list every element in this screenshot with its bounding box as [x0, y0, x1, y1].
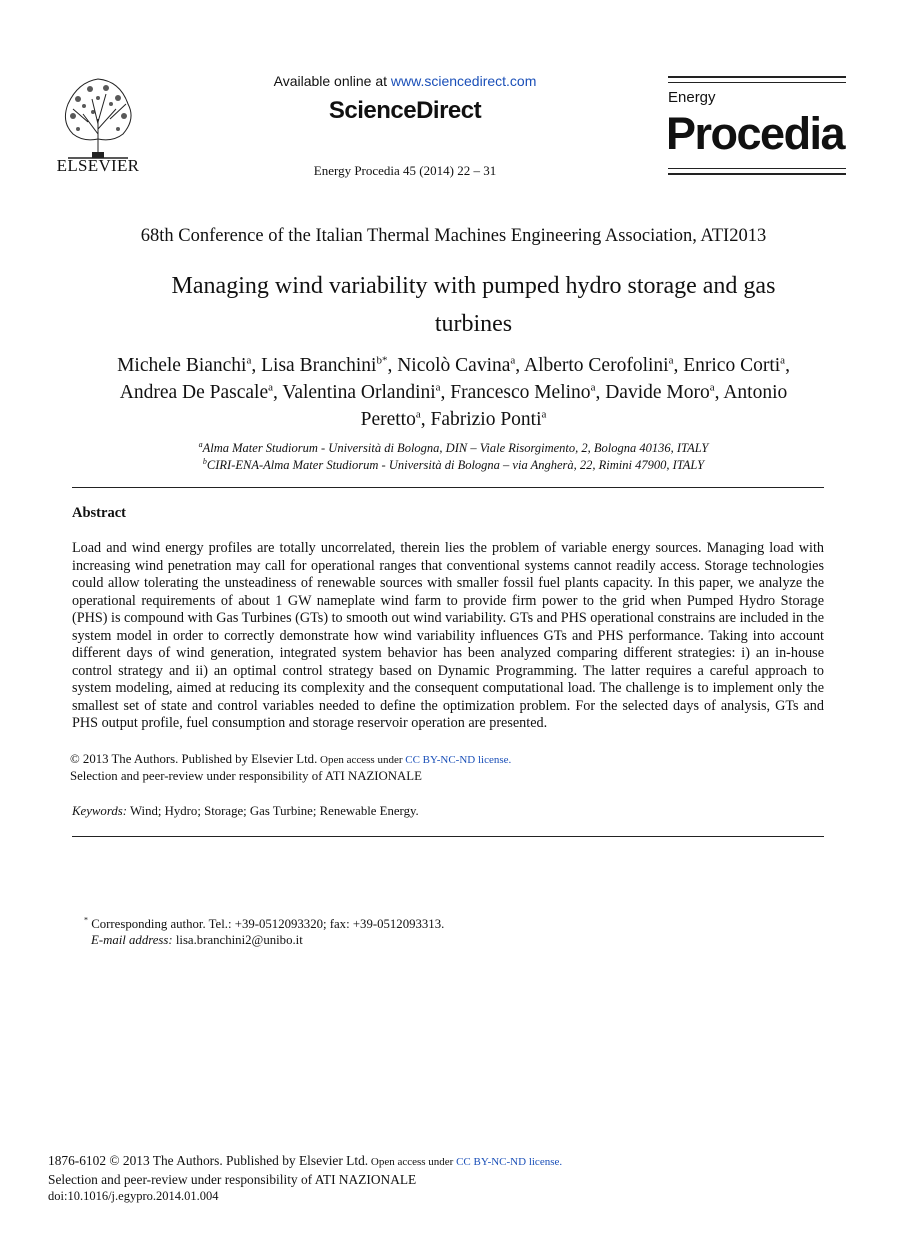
author-separator: ,	[595, 382, 606, 403]
author-affiliation-mark: a	[541, 408, 547, 421]
author-separator: ,	[251, 355, 262, 376]
conference-name: 68th Conference of the Italian Thermal Machines Engineering Association, ATI2013	[140, 226, 767, 246]
author-affiliation-mark: a	[780, 354, 786, 367]
paper-title-line-1: Managing wind variability with pumped hydro storage and gas	[171, 273, 776, 299]
open-access-text: Open access under	[317, 754, 406, 766]
author-name: Peretto	[360, 409, 416, 430]
affiliation-line	[60, 457, 847, 474]
author-affiliation-mark: b*	[376, 354, 388, 367]
author-affiliation-mark: a	[415, 408, 421, 421]
affiliation-mark: a	[198, 439, 203, 449]
peer-review-note: Selection and peer-review under responsibility of ATI NAZIONALE	[70, 769, 422, 783]
sciencedirect-link[interactable]: www.sciencedirect.com	[390, 73, 537, 89]
keywords-label: Keywords:	[72, 804, 127, 818]
available-online-line	[200, 73, 610, 89]
author-separator: ,	[785, 355, 790, 376]
corresponding-author	[84, 916, 444, 933]
author-affiliation-mark: a	[590, 381, 596, 394]
keywords	[72, 804, 419, 819]
email-line	[91, 933, 303, 948]
license-link[interactable]: CC BY-NC-ND license.	[405, 754, 512, 766]
affiliation-mark: b	[202, 456, 207, 466]
journal-logo-energy: Energy	[668, 89, 716, 106]
author-affiliation-mark: a	[435, 381, 441, 394]
publisher-name: ELSEVIER	[56, 156, 140, 175]
author-separator: ,	[714, 382, 724, 403]
author-affiliation-mark: a	[246, 354, 252, 367]
journal-reference: Energy Procedia 45 (2014) 22 – 31	[313, 163, 497, 178]
keywords-list: Wind; Hydro; Storage; Gas Turbine; Renewable Energy.	[126, 804, 419, 818]
author-name: Enrico Corti	[683, 355, 781, 376]
author-list	[70, 352, 837, 433]
journal-logo-top-rule	[668, 76, 846, 78]
footer-copyright: 1876-6102 © 2013 The Authors. Published by Elsevier Ltd.	[48, 1153, 369, 1168]
journal-logo-bottom-rule-thin	[668, 168, 846, 169]
author-separator: ,	[515, 355, 524, 376]
author-name: Fabrizio Ponti	[430, 409, 542, 430]
abstract-top-rule	[72, 487, 824, 488]
author-separator: ,	[420, 409, 431, 430]
author-affiliation-mark: a	[510, 354, 516, 367]
affiliations	[60, 440, 847, 474]
journal-logo-procedia: Procedia	[666, 108, 845, 159]
corresponding-mark: *	[84, 915, 88, 925]
paper-title-line-2: turbines	[434, 311, 513, 337]
abstract-bottom-rule	[72, 836, 824, 837]
abstract-heading: Abstract	[72, 505, 126, 521]
corresponding-text: Corresponding author. Tel.: +39-0512093320; fax: +39-0512093313.	[88, 917, 445, 931]
affiliation-line	[60, 440, 847, 457]
author-name: Francesco Melino	[450, 382, 591, 403]
sciencedirect-wordmark: ScienceDirect	[328, 97, 482, 124]
footer-open-access: Open access under	[368, 1156, 457, 1168]
author-name: Alberto Cerofolini	[523, 355, 669, 376]
author-affiliation-mark: a	[268, 381, 273, 394]
affiliation-text: Alma Mater Studiorum - Università di Bologna, DIN – Viale Risorgimento, 2, Bologna 40136, ITALY	[202, 441, 709, 455]
journal-logo-bottom-rule	[668, 173, 846, 175]
footer-review: Selection and peer-review under responsibility of ATI NAZIONALE	[48, 1172, 417, 1187]
affiliation-text: CIRI-ENA-Alma Mater Studiorum - Università di Bologna – via Angherà, 22, Rimini 47900, ITALY	[206, 458, 705, 472]
author-name: Antonio	[723, 382, 788, 403]
author-separator: ,	[273, 382, 283, 403]
email-label: E-mail address:	[91, 933, 173, 947]
journal-logo-top-rule-thin	[668, 82, 846, 83]
author-separator: ,	[387, 355, 398, 376]
copyright-note	[70, 752, 511, 767]
footer-copyright-line	[48, 1152, 562, 1171]
page-footer	[48, 1152, 562, 1205]
copyright-text: © 2013 The Authors. Published by Elsevier Ltd.	[70, 752, 318, 766]
author-name: Michele Bianchi	[117, 355, 247, 376]
author-affiliation-mark: a	[709, 381, 715, 394]
author-name: Andrea De Pascale	[119, 382, 269, 403]
available-prefix: Available online at	[273, 73, 391, 89]
author-separator: ,	[673, 355, 684, 376]
paper-title	[110, 267, 837, 343]
author-name: Valentina Orlandini	[282, 382, 436, 403]
author-name: Davide Moro	[605, 382, 710, 403]
author-affiliation-mark: a	[668, 354, 674, 367]
author-name: Nicolò Cavina	[397, 355, 511, 376]
email-address[interactable]: lisa.branchini2@unibo.it	[172, 933, 303, 947]
author-name: Lisa Branchini	[261, 355, 377, 376]
footer-doi[interactable]: doi:10.1016/j.egypro.2014.01.004	[48, 1189, 219, 1203]
footer-license-link[interactable]: CC BY-NC-ND license.	[456, 1156, 563, 1168]
author-separator: ,	[440, 382, 451, 403]
abstract-text: Load and wind energy profiles are totally uncorrelated, therein lies the problem of variable energy sources. Managing load with increasing wind penetration may call for operational ranges that conventional systems cannot readily access. Storage technologies could allow tolerating the unsteadiness of renewable sources with smaller fossil fuel plants capacity. In this paper, we analyze the operational requirements of about 1 GW nameplate wind farm to provide firm power to the grid when Pumped Hydro Storage (PHS) is compound with Gas Turbines (GTs) to smooth out wind variability. GTs and PHS operational constrains are included in the system model in order to correctly demonstrate how wind variability influences GTs and PHS performance. Taking into account different days of wind generation, integrated system behavior has been analyzed comparing different strategies: i) an in-house control strategy and ii) an optimal control strategy based on Dynamic Programming. The latter requires a careful approach to system modeling, aimed at reducing its complexity and the consequent computational load. The challenge is to implement only the smallest set of state and control variables needed to define the optimization problem. For the selected days of analysis, GTs and PHS output profile, fuel consumption and storage reservoir operation are presented.	[72, 540, 824, 731]
